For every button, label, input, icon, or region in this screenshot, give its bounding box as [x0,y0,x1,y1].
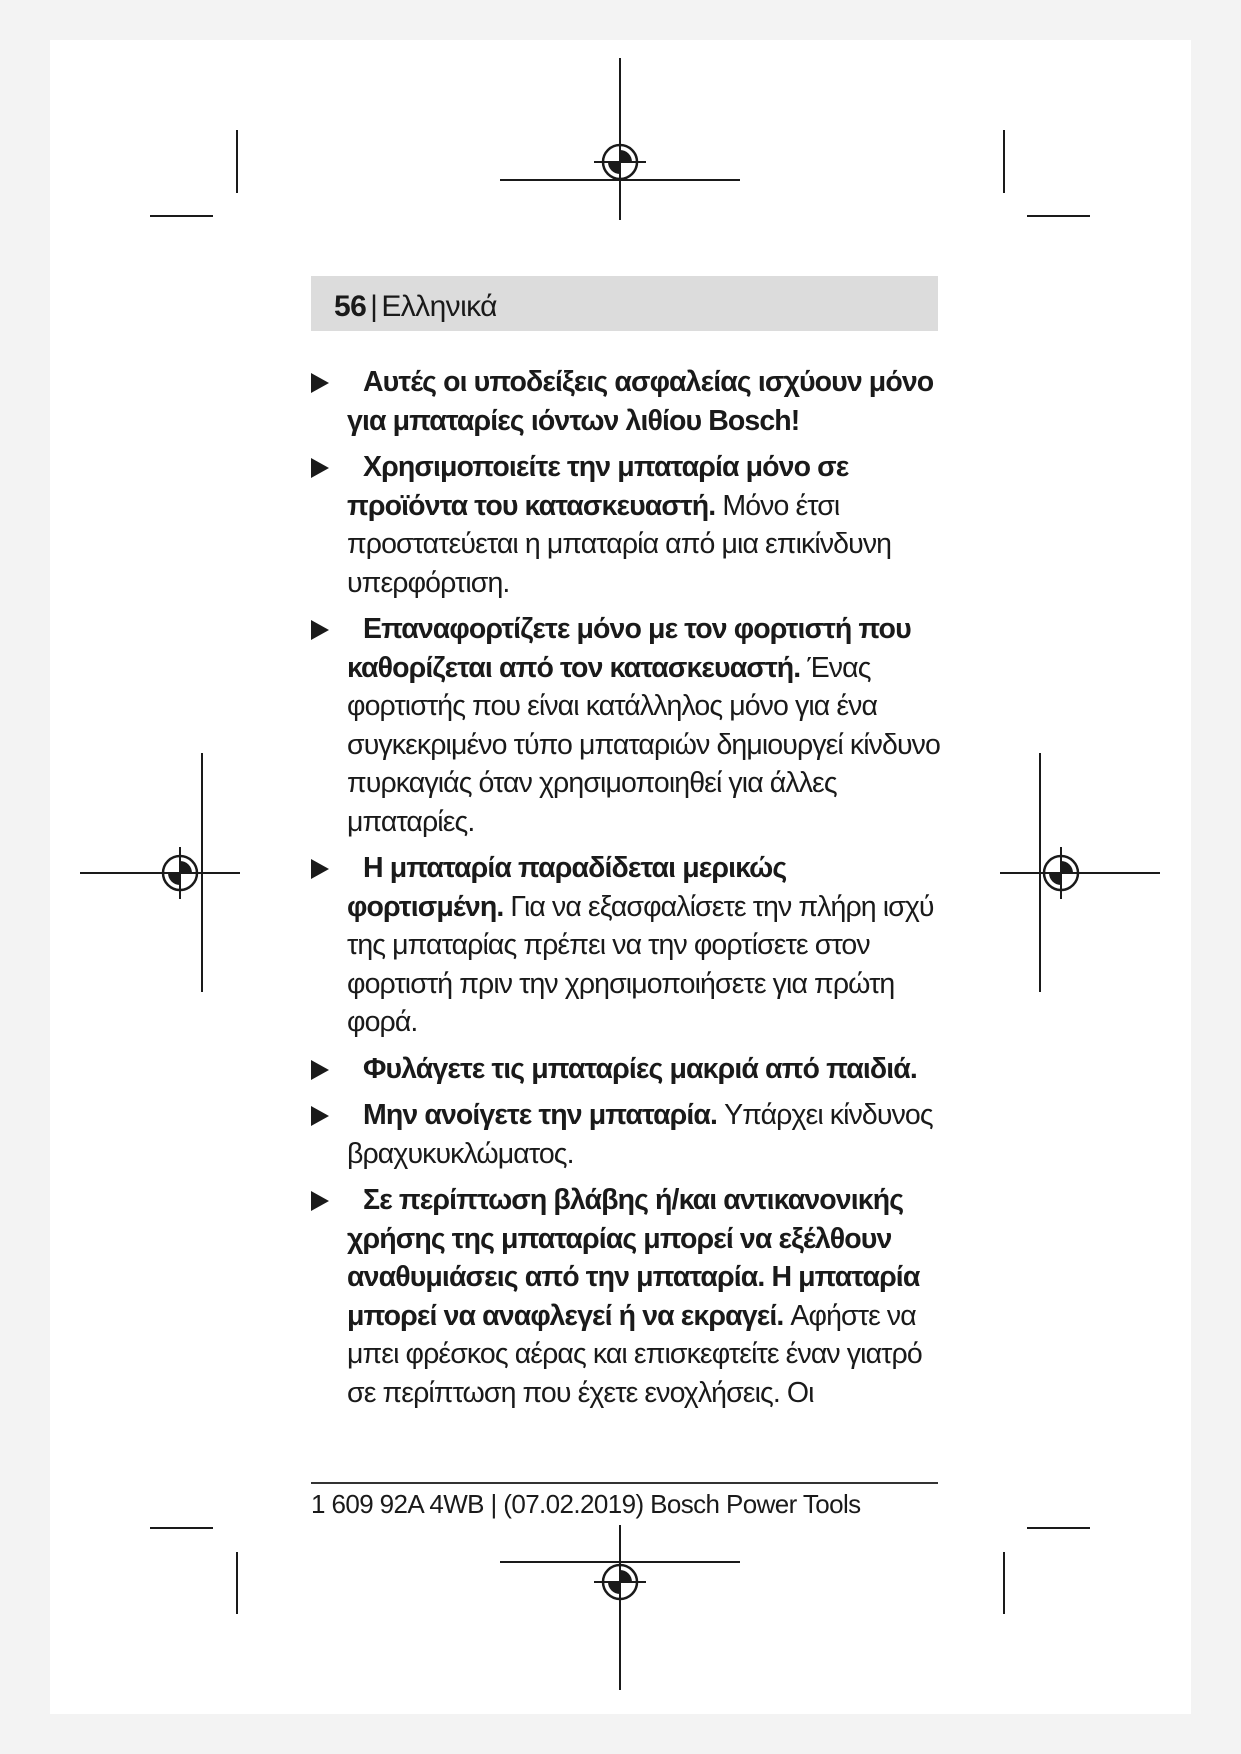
bullet-lead: Χρησιμοποιείτε την μπαταρία μόνο σε προϊόντα του κατασκευαστή. [347,451,849,522]
page-number: 56 [334,290,367,323]
bullet-text: Υπάρχει κίνδυνος βραχυκυκλώματος. [347,1099,933,1170]
bullet-lead: Μην ανοίγετε την μπαταρία. [363,1099,718,1131]
footer-rule [311,1482,938,1484]
bullet-item [311,1096,947,1173]
bullet-item [311,849,947,1042]
bullet-arrow-icon [311,1106,329,1126]
bullet-lead: Φυλάγετε τις μπαταρίες μακριά από παιδιά. [363,1052,917,1085]
bullet-item [311,1181,947,1412]
bullet-arrow-icon [311,1060,329,1080]
safety-instructions [311,363,947,1420]
header-separator: | [370,290,378,323]
bullet-lead: Επαναφορτίζετε μόνο με τον φορτιστή που καθορίζεται από τον κατασκευαστή. [347,613,911,684]
bullet-lead: Η μπαταρία παραδίδεται μερικώς φορτισμένη. [347,852,787,923]
registration-target-icon [594,1556,646,1608]
page-language: Ελληνικά [381,290,497,323]
bullet-lead: Σε περίπτωση βλάβης ή/και αντικανονικής χρήσης της μπαταρίας μπορεί να εξέλθουν αναθυμιάσεις από την μπαταρία. Η μπαταρία μπορεί να αναφλεγεί ή να εκραγεί. [347,1184,920,1332]
bullet-item [311,448,947,602]
bullet-text: Για να εξασφαλίσετε την πλήρη ισχύ της μπαταρίας πρέπει να την φορτίσετε στον φορτιστή πριν την χρησιμοποιήσετε για πρώτη φορά. [347,890,934,1038]
bullet-text: Μόνο έτσι προστατεύεται η μπαταρία από μια επικίνδυνη υπερφόρτιση. [347,489,892,599]
registration-target-icon [1035,847,1087,899]
bullet-arrow-icon [311,373,329,393]
bullet-item [311,363,947,440]
bullet-arrow-icon [311,620,329,640]
registration-target-icon [154,847,206,899]
page-footer: 1 609 92A 4WB | (07.02.2019) Bosch Power Tools [311,1489,861,1519]
bullet-item [311,610,947,841]
bullet-arrow-icon [311,1191,329,1211]
bullet-text: Αφήστε να μπει φρέσκος αέρας και επισκεφτείτε έναν γιατρό σε περίπτωση που έχετε ενοχλήσεις. Οι [347,1299,922,1409]
bullet-arrow-icon [311,859,329,879]
bullet-lead: Αυτές οι υποδείξεις ασφαλείας ισχύουν μόνο για μπαταρίες ιόντων λιθίου Bosch! [347,366,934,437]
bullet-item [311,1050,947,1089]
bullet-arrow-icon [311,458,329,478]
page-header [334,290,497,324]
bullet-text: Ένας φορτιστής που είναι κατάλληλος μόνο για ένα συγκεκριμένο τύπο μπαταριών δημιουργεί κίνδυνο πυρκαγιάς όταν χρησιμοποιηθεί για άλλες μπαταρίες. [347,651,940,838]
